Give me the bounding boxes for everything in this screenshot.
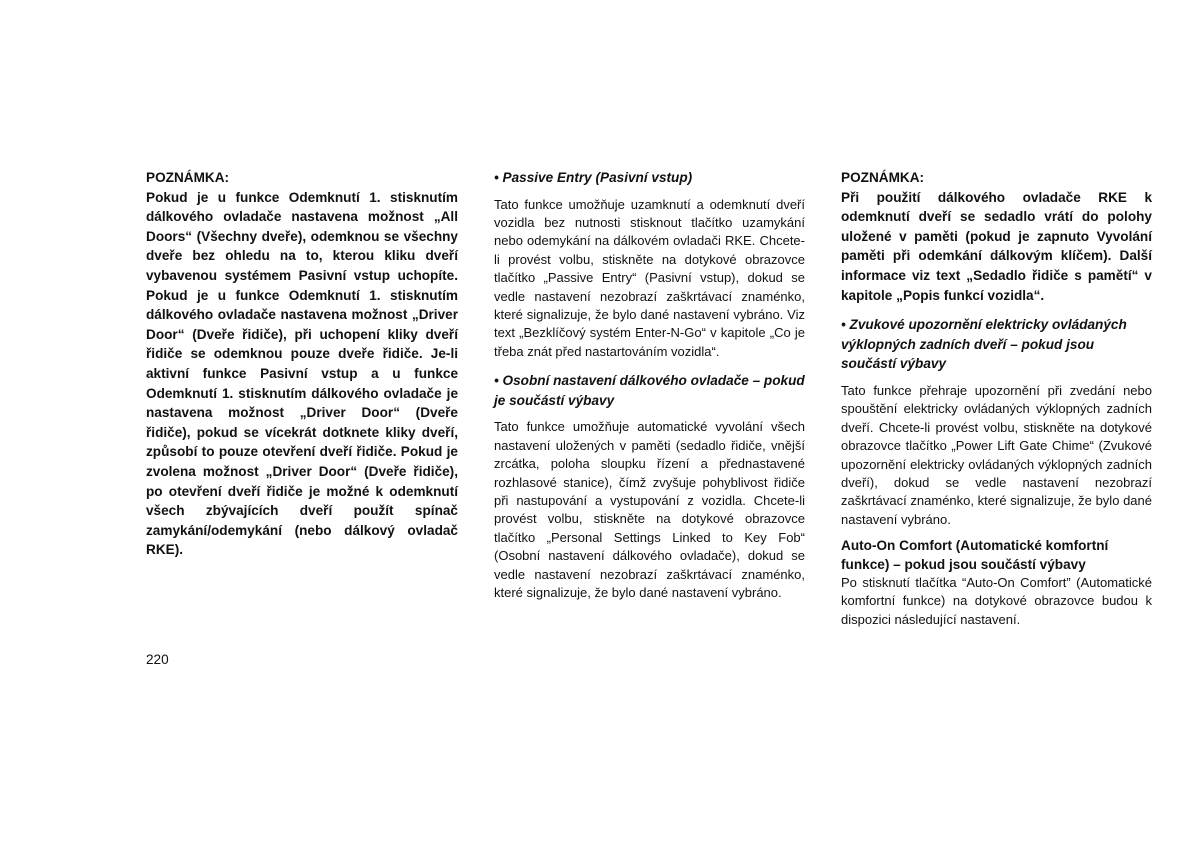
note-title: POZNÁMKA:: [146, 170, 230, 185]
page-number: 220: [146, 652, 169, 667]
passive-entry-text: Tato funkce umožňuje uzamknutí a odemknutí dveří vozidla bez nutnosti stisknout tlačítko uzamykání nebo odemykání na dálkovém ovladači RKE. Chcete-li provést volbu, stiskněte na dotykové obrazovce tlačítko „Passive Entry“ (Pasivní vstup), dokud se vedle nastavení nezobrazí zaškrtávací znaménko, které signalizuje, že bylo dané nastavení vybráno. Viz text „Bezklíčový systém Enter-N-Go“ v kapitole „Co je třeba znát před nastartováním vozidla“.: [494, 196, 805, 359]
left-column: [146, 168, 458, 560]
note-text: Pokud je u funkce Odemknutí 1. stisknutím dálkového ovladače nastavena možnost „All Doors“ (Všechny dveře), odemknou se všechny dveře bez ohledu na to, kterou kliku dveří vybavenou systémem Pasivní vstup uchopíte. Pokud je u funkce Odemknutí 1. stisknutím dálkového ovladače nastavena možnost „Driver Door“ (Dveře řidiče), při uchopení kliky dveří řidiče se odemknou pouze dveře řidiče. Je-li aktivní funkce Pasivní vstup a u funkce Odemknutí 1. stisknutím dálkového ovladače je nastavena možnost „Driver Door“ (Dveře řidiče), pokud se vícekrát dotknete kliky dveří, způsobí to pouze otevření dveří řidiče. Pokud je zvolena možnost „Driver Door“ (Dveře řidiče), po otevření dveří řidiče je možné k odemknutí všech zbývajících dveří použít spínač zamykání/odemykání (nebo dálkový ovladač RKE).: [146, 189, 458, 558]
passive-entry-heading: • Passive Entry (Pasivní vstup): [494, 170, 693, 185]
auto-on-comfort-heading: Auto-On Comfort (Automatické komfortní funkce) – pokud jsou součástí výbavy: [841, 538, 1109, 572]
right-column: [841, 168, 1152, 629]
note-title-right: POZNÁMKA:: [841, 170, 925, 185]
note-text-right: Při použití dálkového ovladače RKE k odemknutí dveří se sedadlo vrátí do polohy uložené v paměti (pokud je zapnuto Vyvolání paměti při odemkání dálkovým klíčem). Další informace viz text „Sedadlo řidiče s pamětí“ v kapitole „Popis funkcí vozidla“.: [841, 189, 1152, 303]
key-fob-settings-text: Tato funkce umožňuje automatické vyvolání všech nastavení uložených v paměti (sedadlo řidiče, vnější zrcátka, poloha sloupku řízení a přednastavené rozhlasové stanice), čímž zvyšuje pohyblivost řidiče při nastupování a vystupování z vozidla. Chcete-li provést volbu, stiskněte na dotykové obrazovce tlačítko „Personal Settings Linked to Key Fob“ (Osobní nastavení dálkového ovladače), dokud se vedle nastavení nezobrazí zaškrtávací znaménko, které signalizuje, že bylo dané nastavení vybráno.: [494, 419, 805, 601]
liftgate-chime-heading: • Zvukové upozornění elektricky ovládaných výklopných zadních dveří – pokud jsou součástí výbavy: [841, 317, 1127, 372]
middle-column: [494, 168, 805, 603]
key-fob-settings-heading: • Osobní nastavení dálkového ovladače – pokud je součástí výbavy: [494, 373, 805, 408]
auto-on-comfort-text: Po stisknutí tlačítka “Auto-On Comfort” (Automatické komfortní funkce) na dotykové obrazovce budou k dispozici následující nastavení.: [841, 575, 1152, 627]
liftgate-chime-text: Tato funkce přehraje upozornění při zvedání nebo spouštění elektricky ovládaných výklopných zadních dveří. Chcete-li provést volbu, stiskněte na dotykové obrazovce tlačítko „Power Lift Gate Chime“ (Zvukové upozornění elektricky ovládaných výklopných zadních dveří), dokud se vedle nastavení nezobrazí zaškrtávací znaménko, které signalizuje, že bylo dané nastavení vybráno.: [841, 382, 1152, 527]
